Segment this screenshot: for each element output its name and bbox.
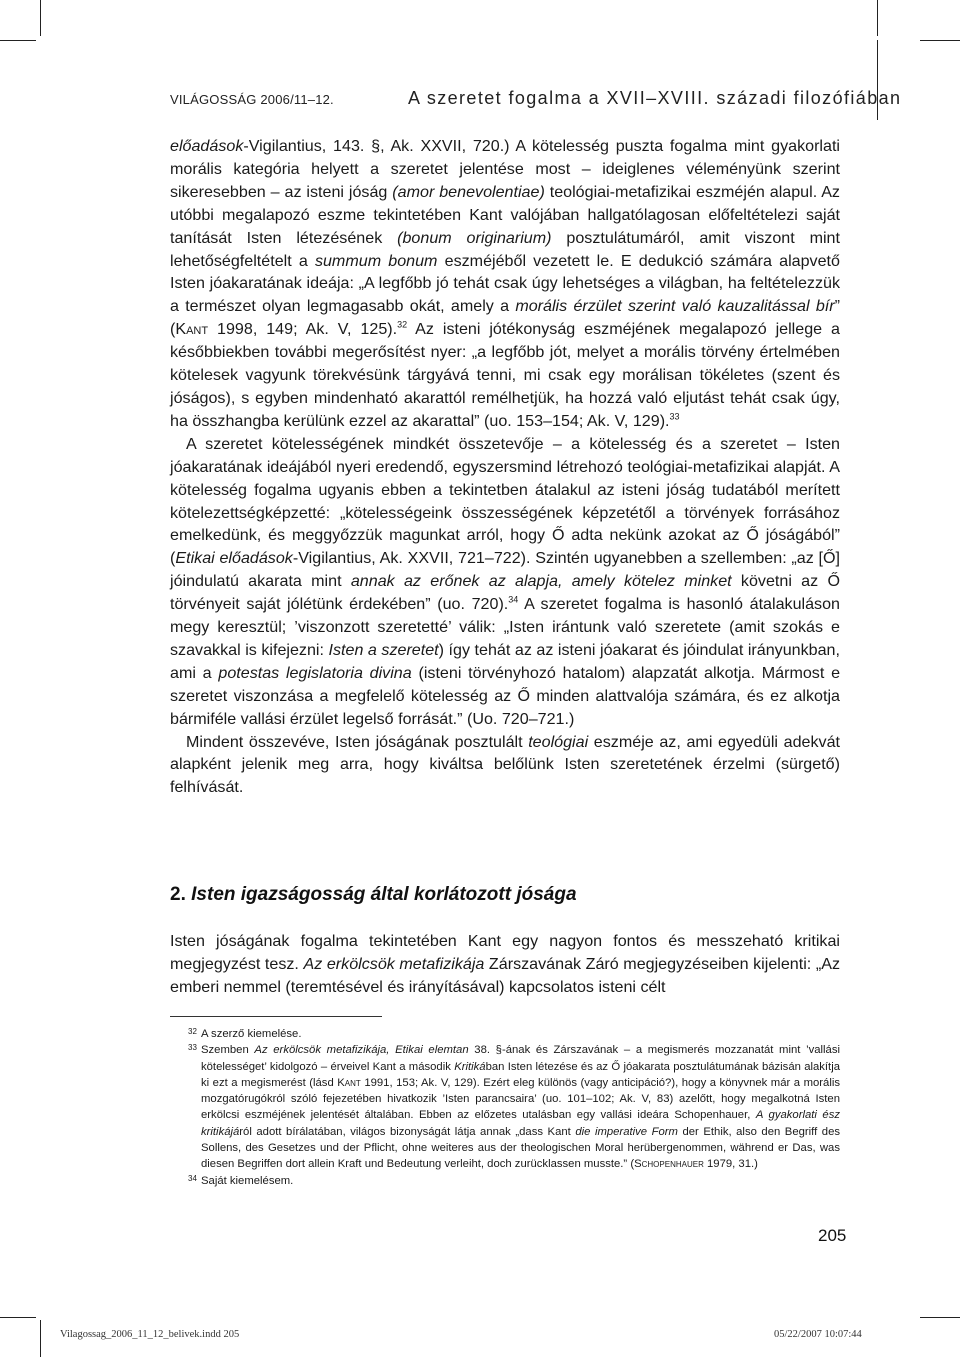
crop-mark — [877, 0, 878, 36]
crop-mark — [920, 40, 960, 41]
section-text — [170, 930, 840, 999]
text-run: Zárszavának Záró megjegyzéseiben kijelenti: „Az emberi nemmel (teremtésével és irányításával) kapcsolatos isteni célt — [170, 954, 840, 996]
text-run: 1991, 153; Ak. V, 129). Ezért eleg különös (vagy anticipáció?), hogy a könyvnek már a morális mozgatórugókról szóló fejezetében hivatkozik ’Isten parancsaira’ (uo. 101–102; Ak. V, 83) azelőtt, hogy megalkotná Isten erkölcsi eszméjének jelentését általában. Ebben az előzetes utalásban egy vallási ideára Schopenhauer, — [201, 1076, 840, 1122]
print-slug-file: Vilagossag_2006_11_12_belivek.indd 205 — [60, 1329, 240, 1340]
footnotes — [170, 1026, 840, 1189]
footnote-number: 32 — [188, 1027, 197, 1036]
footnote-rule — [170, 1016, 382, 1017]
text-run: 38. §-ának és Zárszavának – a megismerés mozzanatát mint ’vallási kötelességet’ kidolgozó – érveivel Kant a második — [201, 1044, 840, 1073]
text-run: Az isteni jótékonyság eszméjének megalapozó jellege a későbbiekben további megerősítést nyer: „a legfőbb jót, melyet a morális törvény értelmében kötelesek vagyunk törekvésünk tárgyává tenni, mi csak egy morálisan tökéletes (szent és jóságos), s egyben mindenható akarattól remélhetjük, ha hozzá való eljutást tehát csak úgy, ha összhangba kerülünk ezzel az akarattal” (uo. 153–154; Ak. V, 129). — [170, 320, 840, 430]
footnote-ref: 34 — [508, 594, 519, 605]
page-number: 205 — [818, 1226, 847, 1245]
italic-text: teológiai — [528, 732, 589, 751]
footnote-text — [201, 1175, 293, 1187]
italic-text: annak az erőnek az alapja, amely kötelez minket — [350, 572, 732, 591]
italic-text: Az erkölcsök metafizikája, Etikai elemtan — [254, 1044, 469, 1057]
italic-text: (amor benevolentiae) — [392, 182, 545, 201]
footnote — [170, 1173, 840, 1189]
text-run: (isteni törvényhozó hatalom) alapzatát alkotja. Mármost e szeretet viszonzása a megfelelő kötelesség az Ő minden alattvalója számára, és ez alkotja bármiféle vallási érzület legelső forrását.” (Uo. 720–721.) — [170, 663, 841, 728]
section-number: 2. — [170, 884, 186, 905]
text-run: A szeretet fogalma is hasonló átalakuláson megy keresztül; ’viszonzott szeretetté’ válik: „Isten irántunk való szeretete (amit szokás e szavakkal is kifejezni: — [170, 595, 840, 659]
crop-mark — [40, 1320, 41, 1357]
italic-text: előadások — [170, 137, 244, 155]
text-run: Mindent összevéve, Isten jóságának posztulált — [186, 732, 529, 751]
paragraph — [170, 930, 840, 999]
italic-text: Kritiká — [454, 1060, 486, 1073]
author-name: Kant — [175, 320, 209, 339]
text-run: eszméjéből vezetett le. E dedukció számára alapvető Isten jóakaratának ideája: „A legfőbb jó tehát csak úgy lehetséges a világban, ha feltételezzük a természet olyan legmagasabb okát, amely a — [170, 251, 840, 316]
italic-text: Etikai előadások — [175, 549, 293, 568]
text-run: teológiai-metafizikai eszméjén alapul. Az utóbbi megalapozó eszme tekintetében Kant valójában hallgatólagosan előfeltételezi saját tanítását Isten létezésének — [170, 182, 840, 247]
footnote — [170, 1042, 840, 1172]
footnote-number: 33 — [188, 1043, 197, 1053]
footnote — [170, 1026, 840, 1042]
text-run: Isten jóságának fogalma tekintetében Kant egy nagyon fontos és messzeható kritikai megjegyzést tesz. — [170, 932, 840, 973]
section-title: Isten igazságosság által korlátozott jósága — [191, 884, 577, 905]
footnote-number: 34 — [188, 1173, 197, 1183]
italic-text: die imperative Form — [575, 1125, 678, 1138]
text-run: -Vigilantius, 143. §, Ak. XXVII, 720.) A kötelesség puszta fogalma mint gyakorlati morális kategória helyett a szeretet jelentése most – ideiglenes véleményünk szerint sikeresebben – az isteni jóság — [170, 137, 840, 201]
main-text — [170, 135, 840, 799]
text-run: ról adott bírálatában, világos bizonyságát látja annak „dass Kant — [239, 1125, 576, 1138]
text-run: ) így tehát az az isteni jóakarat és jóindulat irányunkban, ami a — [170, 640, 840, 682]
crop-mark — [0, 40, 36, 41]
text-run: eszméje az, ami egyedüli adekvát alapként jelenik meg arra, hogy kiváltsa belőlünk Isten szeretetének érzelmi (sürgető) felhívását. — [170, 732, 840, 797]
italic-text: A gyakorlati ész kritikájá — [201, 1109, 840, 1138]
paragraph — [170, 433, 840, 731]
journal-header: VILÁGOSSÁG 2006/11–12. — [170, 92, 334, 107]
text-run: követni az Ő törvényeit saját jólétünk érdekében” (uo. 720). — [170, 572, 840, 614]
print-slug-date: 05/22/2007 10:07:44 — [774, 1329, 862, 1340]
text-run: Szemben — [201, 1044, 255, 1057]
crop-mark — [40, 0, 41, 36]
text-run: A szeretet kötelességének mindkét összetevője – a kötelesség és a szeretet – Isten jóakaratának ideájából nyeri eredendő, egyszersmind létrehozó teológiai-metafizikai alapját. A kötelesség fogalma ugyanis ebben a tekintetben átalakul az isteni jóság tudatából merített kötelezettségképzetté: „kötelességeink összességének képzetétől a törvények forrásához emelkedünk, és meggyőzzük magunkat arról, hogy Ő adta nekünk azokat az Ő jóságából” ( — [170, 434, 840, 568]
running-title: A szeretet fogalma a XVII–XVIII. századi filozófiában — [408, 88, 902, 108]
italic-text: (bonum originarium) — [397, 228, 552, 247]
italic-text: Az erkölcsök metafizikája — [303, 954, 485, 973]
footnote-text — [201, 1044, 840, 1170]
author-name: Schopenhauer — [634, 1158, 704, 1171]
text-run: 1998, 149; Ak. V, 125). — [208, 320, 398, 339]
text-run: A szerző kiemelése. — [201, 1028, 302, 1040]
text-run: ban Isten létezése és az Ő jóakarata posztulátumának bázisán alakítja ki ezt a megismerést (lásd — [201, 1060, 840, 1089]
text-run: der Ethik, also den Begriff des Sollens, des Gesetzes und der Pflicht, ohne weiteres aus der theologischen Moral herübergenommen, während er Das, was diesen Begriffen dort allein Kraft und Bedeutung verleiht, doch zurücklassen musste.” ( — [201, 1125, 840, 1171]
paragraph — [170, 135, 840, 433]
paragraph — [170, 731, 840, 800]
text-run: Saját kiemelésem. — [201, 1174, 294, 1187]
section-heading — [170, 884, 577, 906]
author-name: Kant — [337, 1076, 361, 1089]
crop-mark — [920, 1317, 960, 1318]
italic-text: potestas legislatoria divina — [218, 663, 412, 682]
crop-mark — [0, 1317, 36, 1318]
text-run: ” ( — [170, 297, 840, 339]
text-run: 1979, 31.) — [703, 1158, 758, 1171]
italic-text: morális érzület szerint való kauzalitással bír — [515, 297, 835, 316]
italic-text: summum bonum — [314, 251, 438, 270]
text-run: posztulátumáról, amit viszont mint lehetőségfeltételt a — [170, 228, 840, 270]
footnote-ref: 33 — [669, 411, 680, 422]
footnote-ref: 32 — [397, 319, 408, 330]
footnote-text — [201, 1028, 301, 1040]
italic-text: Isten a szeretet — [328, 640, 439, 659]
text-run: -Vigilantius, Ak. XXVII, 721–722). Szintén ugyanebben a szellemben: „az [Ő] jóindulatú akarata mint — [170, 549, 841, 591]
